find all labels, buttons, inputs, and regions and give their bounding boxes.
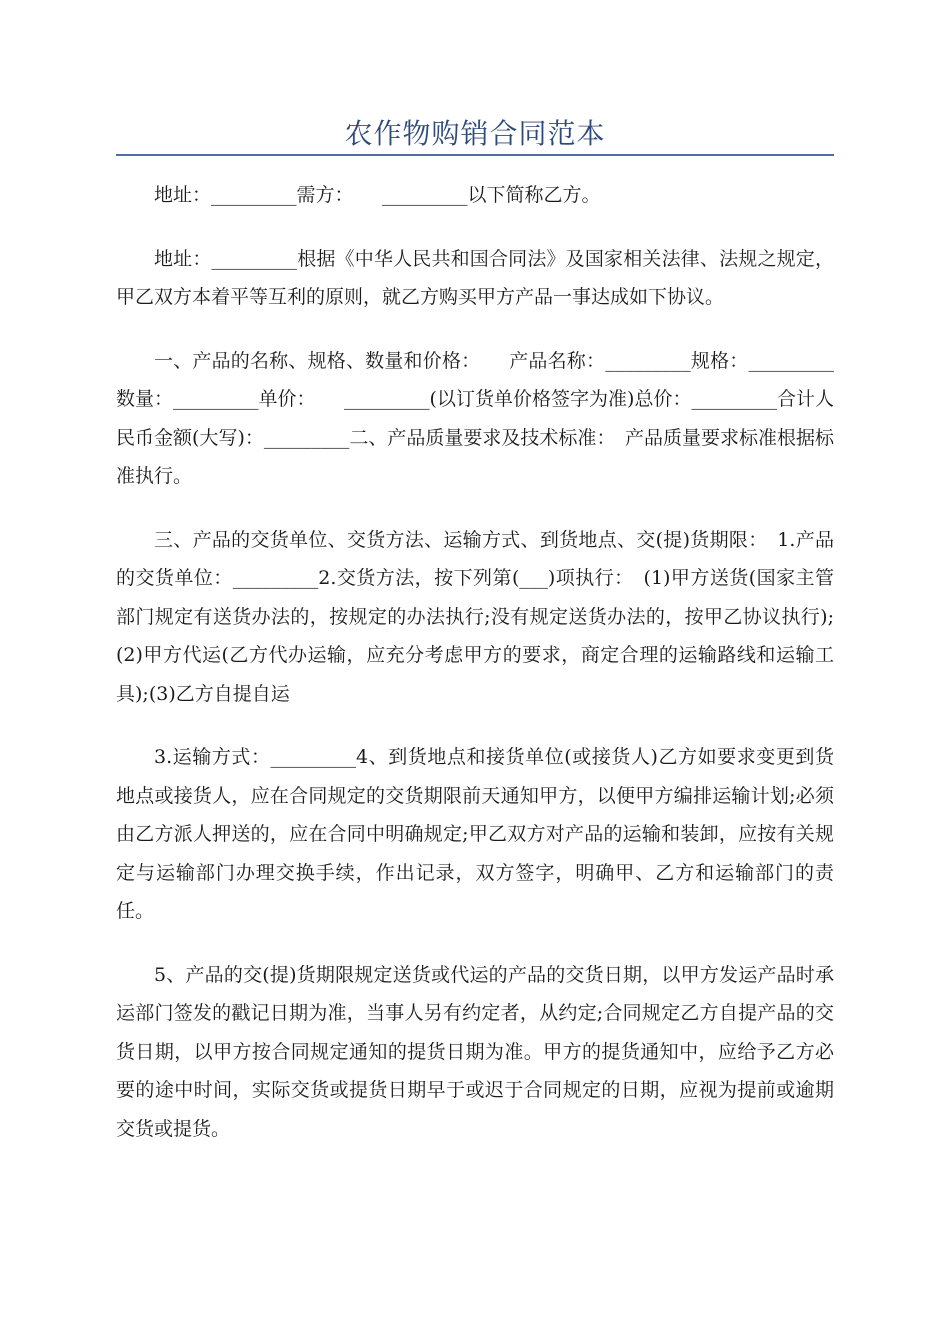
title-underline bbox=[116, 154, 834, 156]
paragraph-delivery-period: 5、产品的交(提)货期限规定送货或代运的产品的交货日期，以甲方发运产品时承运部门签发的戳记日期为准，当事人另有约定者，从约定;合同规定乙方自提产品的交货日期，以甲方按合同规定通知的提货日期为准。甲方的提货通知中，应给予乙方必要的途中时间，实际交货或提货日期早于或迟于合同规定的日期，应视为提前或逾期交货或提货。 bbox=[116, 963, 834, 1140]
paragraph-delivery-terms: 三、产品的交货单位、交货方法、运输方式、到货地点、交(提)货期限： 1.产品的交货单位：_________2.交货方法，按下列第(___)项执行： (1)甲方送货(国家主管部门规定有送货办法的，按规定的办法执行;没有规定送货办法的，按甲乙协议执行);(2)甲方代运(乙方代办运输，应充分考虑甲方的要求，商定合理的运输路线和运输工具);(3)乙方自提自运 bbox=[116, 528, 834, 705]
document-title: 农作物购销合同范本 bbox=[344, 117, 606, 150]
paragraph-address-agreement: 地址：_________根据《中华人民共和国合同法》及国家相关法律、法规之规定，甲乙双方本着平等互利的原则，就乙方购买甲方产品一事达成如下协议。 bbox=[116, 247, 834, 308]
paragraph-transport: 3.运输方式：_________4、到货地点和接货单位(或接货人)乙方如要求变更到货地点或接货人，应在合同规定的交货期限前天通知甲方，以便甲方编排运输计划;必须由乙方派人押送的，应在合同中明确规定;甲乙双方对产品的运输和装卸，应按有关规定与运输部门办理交换手续，作出记录，双方签字，明确甲、乙方和运输部门的责任。 bbox=[116, 746, 834, 922]
document-body bbox=[116, 176, 834, 1173]
paragraph-product-specs: 一、产品的名称、规格、数量和价格： 产品名称：_________规格：_________数量：_________单价： _________(以订货单价格签字为准)总价：_________合计人民币金额(大写)：_________二、产品质量要求及技术标准： 产品质量要求标准根据标准执行。 bbox=[116, 349, 834, 487]
paragraph-address-buyer: 地址：_________需方： _________以下简称乙方。 bbox=[154, 184, 601, 206]
